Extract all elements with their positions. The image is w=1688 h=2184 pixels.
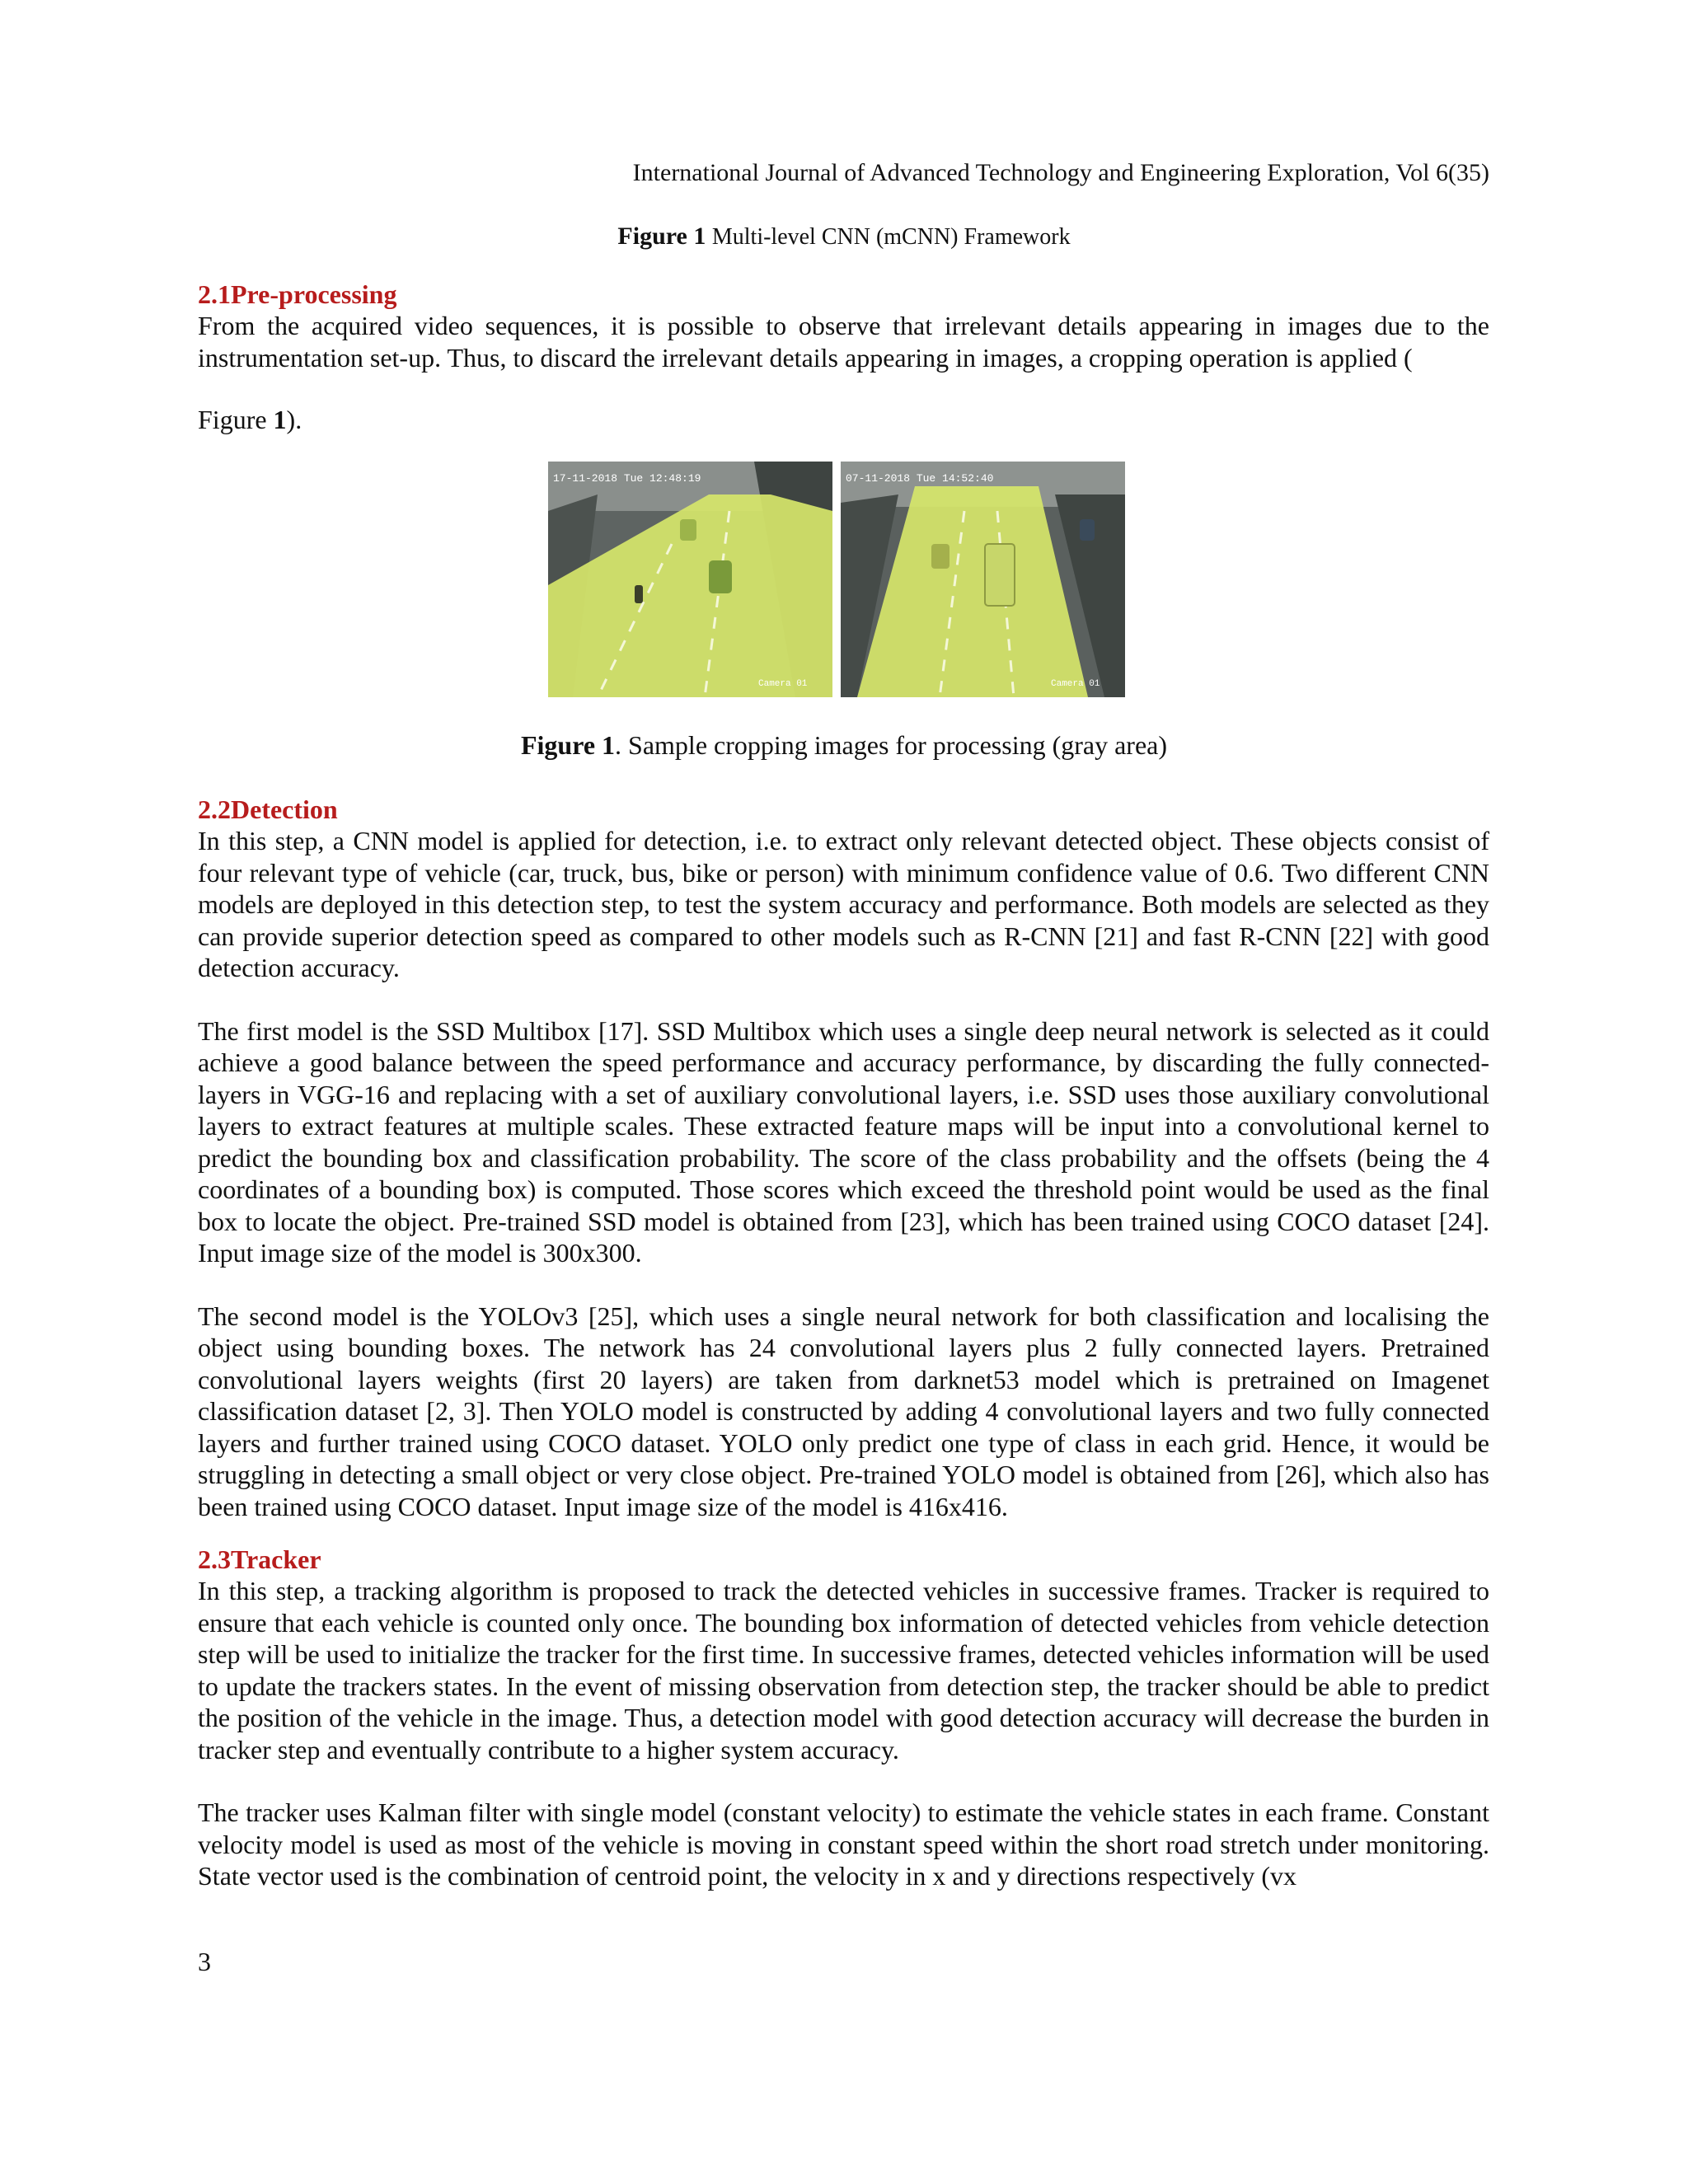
figure-ref-suffix: ). xyxy=(286,405,302,434)
figure-caption-text: . Sample cropping images for processing (gray area) xyxy=(615,730,1168,760)
cropping-figure xyxy=(548,462,1125,697)
motorbike-icon xyxy=(635,585,643,603)
paragraph-detection-2: The first model is the SSD Multibox [17]. SSD Multibox which uses a single deep neural network is selected as it could achieve a good balance between the speed performance and accuracy performance, by discarding the fully connected-layers in VGG-16 and replacing with a set of auxiliary convolutional layers, i.e. SSD uses those auxiliary convolutional layers to extract features at multiple scales. These extracted feature maps will be input into a convolutional kernel to predict the bounding box and classification probability. The score of the class probability and the offsets (being the 4 coordinates of a bounding box) is computed. Those scores which exceed the threshold point would be used as the final box to locate the object. Pre-trained SSD model is obtained from [23], which has been trained using COCO dataset [24]. Input image size of the model is 300x300. xyxy=(198,1015,1489,1268)
paragraph-tracker-1: In this step, a tracking algorithm is proposed to track the detected vehicles in successive frames. Tracker is required to ensure that each vehicle is counted only once. The bounding box information of detected vehicles from vehicle detection step will be used to initialize the tracker for the first time. In successive frames, detected vehicles information will be used to update the trackers states. In the event of missing observation from detection step, the tracker should be able to predict the position of the vehicle in the image. Thus, a detection model with good detection accuracy will decrease the burden in tracker step and eventually contribute to a higher system accuracy. xyxy=(198,1576,1489,1765)
right-timestamp: 07-11-2018 Tue 14:52:40 xyxy=(846,472,994,485)
top-figure-label: Figure 1 xyxy=(617,223,706,250)
section-detection xyxy=(198,794,1489,1522)
heading-preprocessing: 2.1Pre-processing xyxy=(198,279,397,309)
paragraph-detection-1: In this step, a CNN model is applied for detection, i.e. to extract only relevant detected object. These objects consist of four relevant type of vehicle (car, truck, bus, bike or person) with minimum confidence value of 0.6. Two different CNN models are deployed in this detection step, to test the system accuracy and performance. Both models are selected as they can provide superior detection speed as compared to other models such as R-CNN [21] and fast R-CNN [22] with good detection accuracy. xyxy=(198,826,1489,982)
section-preprocessing xyxy=(198,279,1489,373)
left-road-image xyxy=(548,462,832,697)
heading-tracker: 2.3Tracker xyxy=(198,1544,321,1574)
figure-ref-prefix: Figure xyxy=(198,405,274,434)
figure-caption xyxy=(0,730,1688,761)
left-timestamp: 17-11-2018 Tue 12:48:19 xyxy=(553,472,701,485)
right-traffic-frame xyxy=(841,462,1125,697)
heading-detection: 2.2Detection xyxy=(198,794,338,824)
figure-reference xyxy=(198,404,1489,435)
paragraph-preprocessing: From the acquired video sequences, it is possible to observe that irrelevant details appearing in images due to the instrumentation set-up. Thus, to discard the irrelevant details appearing in images, a cropping operation is applied ( xyxy=(198,311,1489,373)
car-icon xyxy=(680,519,696,541)
truck-icon xyxy=(985,544,1015,606)
car-icon xyxy=(1080,519,1095,541)
journal-header: International Journal of Advanced Technology and Engineering Exploration, Vol 6(35) xyxy=(632,159,1489,186)
left-camera-label: Camera 01 xyxy=(758,679,808,689)
top-figure-caption xyxy=(0,223,1688,251)
section-tracker xyxy=(198,1544,1489,1892)
right-camera-label: Camera 01 xyxy=(1051,679,1100,689)
top-figure-text: Multi-level CNN (mCNN) Framework xyxy=(711,224,1071,250)
left-traffic-frame xyxy=(548,462,832,697)
car-icon xyxy=(709,560,732,593)
figure-caption-label: Figure 1 xyxy=(520,730,616,760)
figure-ref-number: 1 xyxy=(273,405,287,434)
car-icon xyxy=(931,544,950,569)
right-road-image xyxy=(841,462,1125,697)
page-number: 3 xyxy=(198,1947,211,1976)
paragraph-tracker-2: The tracker uses Kalman filter with single model (constant velocity) to estimate the vehicle states in each frame. Constant velocity model is used as most of the vehicle is moving in constant speed within the short road stretch under monitoring. State vector used is the combination of centroid point, the velocity in x and y directions respectively (vx xyxy=(198,1797,1489,1891)
paragraph-detection-3: The second model is the YOLOv3 [25], which uses a single neural network for both classification and localising the object using bounding boxes. The network has 24 convolutional layers plus 2 fully connected layers. Pretrained convolutional layers weights (first 20 layers) are taken from darknet53 model which is pretrained on Imagenet classification dataset [2, 3]. Then YOLO model is constructed by adding 4 convolutional layers and two fully connected layers and further trained using COCO dataset. YOLO only predict one type of class in each grid. Hence, it would be struggling in detecting a small object or very close object. Pre-trained YOLO model is obtained from [26], which also has been trained using COCO dataset. Input image size of the model is 416x416. xyxy=(198,1301,1489,1521)
